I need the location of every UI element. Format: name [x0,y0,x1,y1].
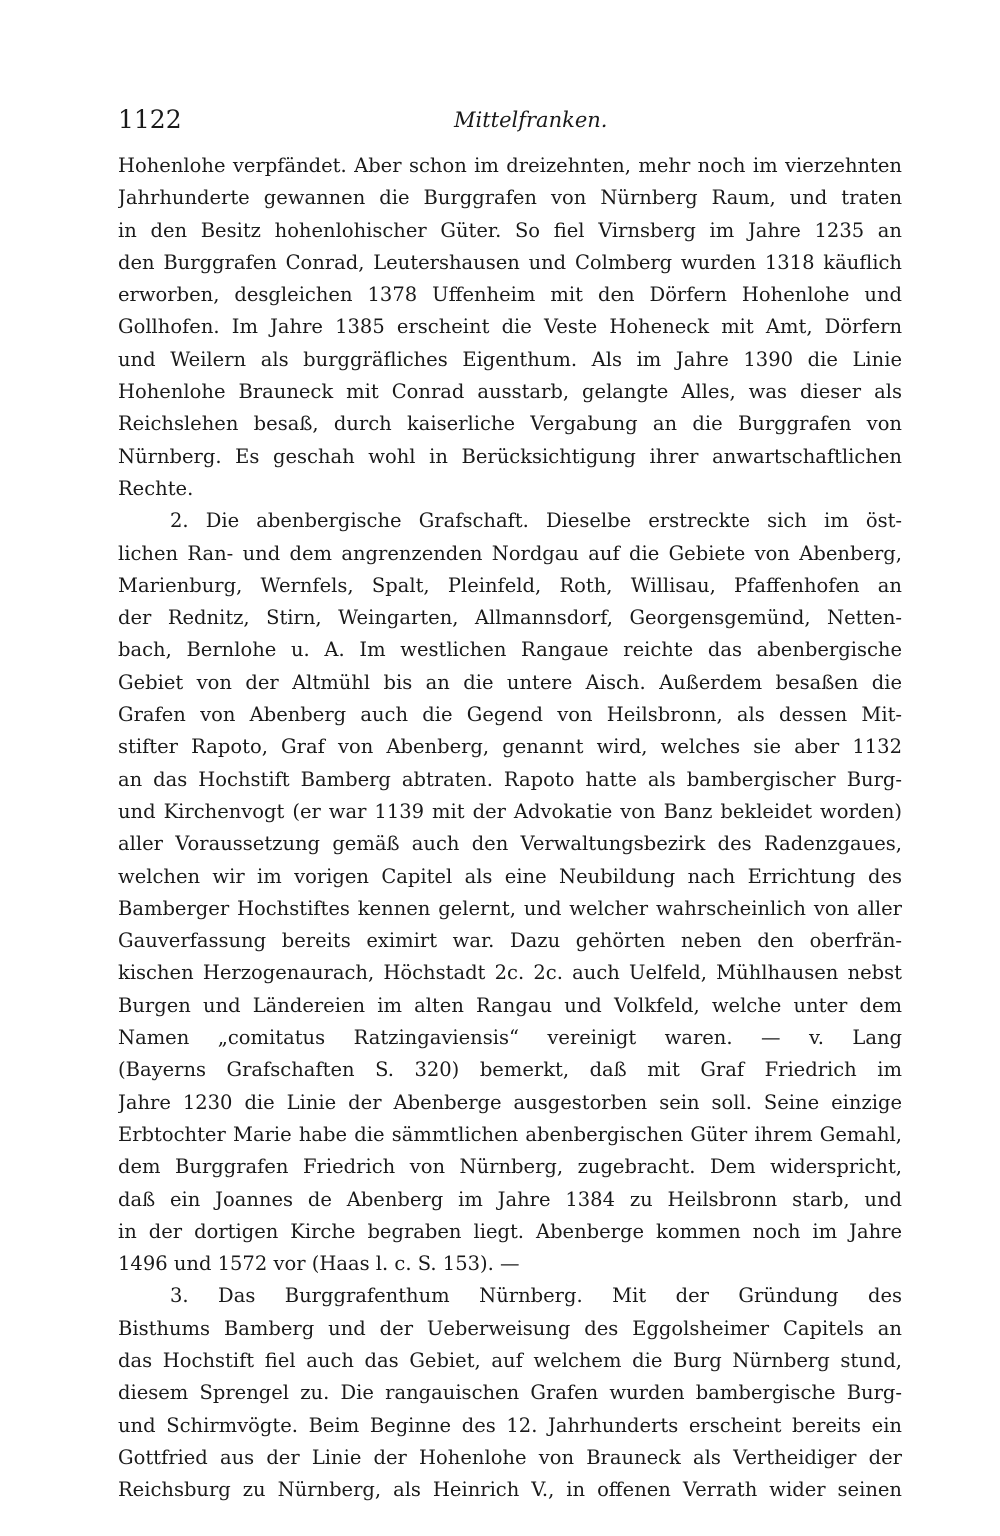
text-line: Erbtochter Marie habe die sämmtlichen abenbergischen Güter ihrem Gemahl, [118,1122,902,1146]
text-line: und Schirmvögte. Beim Beginne des 12. Jahrhunderts erscheint bereits ein [118,1413,902,1437]
text-line: Hohenlohe Brauneck mit Conrad ausstarb, gelangte Alles, was dieser als [118,380,902,404]
text-line: und Weilern als burggräfliches Eigenthum. Als im Jahre 1390 die Linie [118,347,902,371]
page-header [118,100,902,140]
text-line: stifter Rapoto, Graf von Abenberg, genannt wird, welches sie aber 1132 [118,735,902,759]
section-heading-line: 3. Das Burggrafenthum Nürnberg. Mit der Gründung des [170,1284,902,1308]
text-line: Namen „comitatus Ratzingaviensis“ vereinigt waren. — v. Lang [118,1026,902,1050]
section-heading-line: 2. Die abenbergische Grafschaft. Dieselbe erstreckte sich im öst- [170,509,902,533]
text-line: und Kirchenvogt (er war 1139 mit der Advokatie von Banz bekleidet worden) [118,799,902,823]
text-line: dem Burggrafen Friedrich von Nürnberg, zugebracht. Dem widerspricht, [118,1155,902,1179]
body-text [118,150,902,1506]
text-line: kischen Herzogenaurach, Höchstadt 2c. 2c. auch Uelfeld, Mühlhausen nebst [118,961,902,985]
text-line: in den Besitz hohenlohischer Güter. So fiel Virnsberg im Jahre 1235 an [118,218,902,242]
text-line: 1496 und 1572 vor (Haas l. c. S. 153). — [118,1252,520,1276]
text-line: Reichsburg zu Nürnberg, als Heinrich V., in offenen Verrath wider seinen [118,1478,902,1502]
text-line: den Burggrafen Conrad, Leutershausen und Colmberg wurden 1318 käuflich [118,250,902,274]
text-line: Rechte. [118,476,194,500]
text-line: daß ein Joannes de Abenberg im Jahre 1384 zu Heilsbronn starb, und [118,1187,902,1211]
text-line: Gebiet von der Altmühl bis an die untere Aisch. Außerdem besaßen die [118,670,902,694]
text-line: Nürnberg. Es geschah wohl in Berücksichtigung ihrer anwartschaftlichen [118,444,902,468]
text-line: Gollhofen. Im Jahre 1385 erscheint die Veste Hoheneck mit Amt, Dörfern [118,315,902,339]
text-line: Jahrhunderte gewannen die Burggrafen von Nürnberg Raum, und traten [118,186,902,210]
text-line: Hohenlohe verpfändet. Aber schon im dreizehnten, mehr noch im vierzehnten [118,154,902,177]
text-line: welchen wir im vorigen Capitel als eine Neubildung nach Errichtung des [118,864,902,888]
text-line: Jahre 1230 die Linie der Abenberge ausgestorben sein soll. Seine einzige [118,1090,902,1114]
text-line: an das Hochstift Bamberg abtraten. Rapoto hatte als bambergischer Burg- [118,767,902,791]
text-line: in der dortigen Kirche begraben liegt. Abenberge kommen noch im Jahre [118,1219,902,1243]
text-line: Reichslehen besaß, durch kaiserliche Vergabung an die Burggrafen von [118,412,902,436]
text-line: Bisthums Bamberg und der Ueberweisung des Eggolsheimer Capitels an [118,1316,902,1340]
text-line: Burgen und Ländereien im alten Rangau und Volkfeld, welche unter dem [118,993,902,1017]
text-line: erworben, desgleichen 1378 Uffenheim mit den Dörfern Hohenlohe und [118,283,902,307]
text-line: aller Voraussetzung gemäß auch den Verwaltungsbezirk des Radenzgaues, [118,832,902,856]
text-line: diesem Sprengel zu. Die rangauischen Grafen wurden bambergische Burg- [118,1381,902,1405]
text-line: lichen Ran- und dem angrenzenden Nordgau auf die Gebiete von Abenberg, [118,541,902,565]
text-line: Gauverfassung bereits eximirt war. Dazu gehörten neben den oberfrän- [118,929,902,953]
text-line: der Rednitz, Stirn, Weingarten, Allmannsdorf, Georgensgemünd, Netten- [118,606,902,630]
text-line: bach, Bernlohe u. A. Im westlichen Rangaue reichte das abenbergische [118,638,902,662]
text-line: (Bayerns Grafschaften S. 320) bemerkt, daß mit Graf Friedrich im [118,1058,902,1082]
text-line: Gottfried aus der Linie der Hohenlohe von Brauneck als Vertheidiger der [118,1445,902,1469]
running-head: Mittelfranken. [454,108,608,132]
text-line: Bamberger Hochstiftes kennen gelernt, und welcher wahrscheinlich von aller [118,896,902,920]
text-line: Marienburg, Wernfels, Spalt, Pleinfeld, Roth, Willisau, Pfaffenhofen an [118,573,902,597]
page-number: 1122 [118,105,182,134]
text-line: das Hochstift fiel auch das Gebiet, auf welchem die Burg Nürnberg stund, [118,1348,902,1372]
text-line: Grafen von Abenberg auch die Gegend von Heilsbronn, als dessen Mit- [118,703,902,727]
